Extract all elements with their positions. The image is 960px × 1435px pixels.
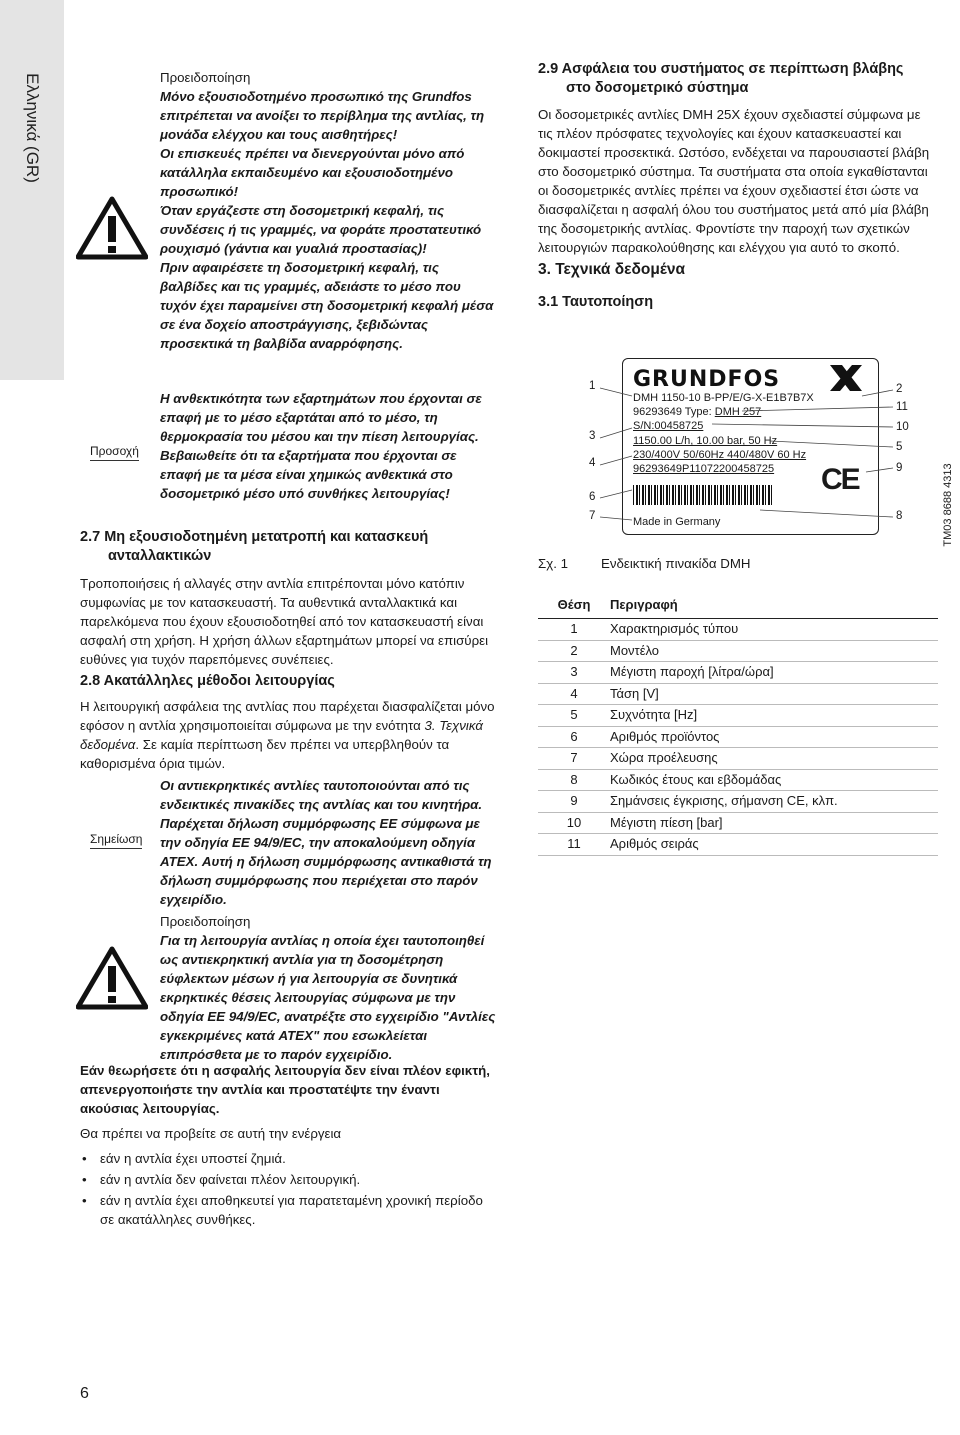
note-text: Οι αντιεκρηκτικές αντλίες ταυτοποιούνται από τις ενδεικτικές πινακίδες της αντλίας και του κινητήρα. Παρέχεται δήλωση συμμόρφωσης ΕΕ σύμφωνα με την οδηγία ΕΕ 94/9/EC, την αποκαλούμενη οδηγία ATEX. Αυτή η δήλωση συμμόρφωσης αντικαθιστά τη δήλωση συμμόρφωσης που περιέχεται στο παρόν εγχειρίδιο.: [160, 778, 492, 907]
table-row: 3 Μέγιστη παροχή [λίτρα/ώρα]: [538, 662, 938, 684]
serial-number: S/N:00458725: [633, 420, 704, 432]
callout-label: 9: [896, 462, 903, 474]
language-label: Ελληνικά (GR): [23, 73, 42, 183]
list-item: • εάν η αντλία έχει υποστεί ζημιά.: [80, 1149, 498, 1168]
note-label: Σημείωση: [90, 832, 142, 849]
table-row: 6 Αριθμός προϊόντος: [538, 726, 938, 748]
callout-label: 1: [589, 380, 596, 392]
table-row: 11 Αριθμός σειράς: [538, 834, 938, 856]
section-ref: 3. Τεχνικά δεδομένα: [80, 718, 483, 752]
legend-table: [538, 593, 938, 856]
column-header: Θέση: [538, 593, 610, 619]
bullet-intro: Θα πρέπει να προβείτε σε αυτή την ενέργεια: [80, 1126, 342, 1141]
table-row: 2 Μοντέλο: [538, 640, 938, 662]
voltage-line: 230/400V 50/60Hz 440/480V 60 Hz: [633, 449, 807, 461]
table-row: 7 Χώρα προέλευσης: [538, 748, 938, 770]
warning-title: Προειδοποίηση: [160, 914, 251, 929]
table-row: 9 Σημάνσεις έγκρισης, σήμανση CE, κλπ.: [538, 791, 938, 813]
warning-text: Πριν αφαιρέσετε τη δοσομετρική κεφαλή, τις βαλβίδες και τις γραμμές, αδειάστε το μέσο που τυχόν έχει παραμείνει στη δοσομετρική κεφαλή μέσα σε ένα δοχείο αποστράγγισης, ξεβιδώντας προσεκτικά τη βαλβίδα αναρρόφησης.: [160, 260, 494, 351]
origin-line: Made in Germany: [633, 516, 721, 528]
figure-caption: Ενδεικτική πινακίδα DMH: [601, 556, 751, 571]
table-row: 8 Κωδικός έτους και εβδομάδας: [538, 769, 938, 791]
section-heading-cont: στο δοσομετρικό σύστημα: [566, 80, 749, 96]
bold-paragraph: Εάν θεωρήσετε ότι η ασφαλής λειτουργία δεν είναι πλέον εφικτή, απενεργοποιήστε την αντλία και προστατέψτε την έναντι ακούσιας λειτουργίας.: [80, 1063, 490, 1116]
section-heading: 3.1 Ταυτοποίηση: [538, 294, 654, 310]
model-line: 96293649 Type: DMH 257: [633, 406, 762, 418]
list-item: • εάν η αντλία έχει αποθηκευτεί για παρατεταμένη χρονική περίοδο σε ακατάλληλες συνθήκες.: [80, 1191, 498, 1229]
figure-number: Σχ. 1: [538, 556, 568, 571]
callout-label: 10: [896, 421, 909, 433]
table-row: 4 Τάση [V]: [538, 683, 938, 705]
table-row: 5 Συχνότητα [Hz]: [538, 705, 938, 727]
table-row: 10 Μέγιστη πίεση [bar]: [538, 812, 938, 834]
type-designation: DMH 1150-10 B-PP/E/G-X-E1B7B7X: [633, 392, 814, 404]
section-body: Τροποποιήσεις ή αλλαγές στην αντλία επιτρέπονται μόνο κατόπιν συμφωνίας με τον κατασκευαστή. Τα αυθεντικά ανταλλακτικά και παρελκόμενα που έχουν εξουσιοδοτηθεί από τον κατασκευαστή είναι ασφαλή στη χρήση. Η χρήση άλλων εξαρτημάτων μπορεί να επισύρει ευθύνες για τυχόν παρεπόμενες συνέπειες.: [80, 576, 489, 667]
list-item: • εάν η αντλία δεν φαίνεται πλέον λειτουργική.: [80, 1170, 498, 1189]
warning-title: Προειδοποίηση: [160, 70, 251, 85]
page-number: 6: [80, 1385, 89, 1402]
drawing-code: TM03 8688 4313: [942, 463, 954, 547]
callout-label: 3: [589, 430, 596, 442]
table-header-row: [538, 593, 938, 619]
section-heading: 2.8 Ακατάλληλες μέθοδοι λειτουργίας: [80, 673, 335, 689]
grundfos-logo: GRUNDFOS: [633, 367, 781, 392]
table-row: 1 Χαρακτηρισμός τύπου: [538, 619, 938, 641]
callout-label: 2: [896, 383, 903, 395]
caution-label: Προσοχή: [90, 444, 139, 461]
callout-label: 8: [896, 510, 903, 522]
flow-line: 1150.00 L/h, 10.00 bar, 50 Hz: [633, 435, 778, 447]
callout-label: 6: [589, 491, 596, 503]
callout-label: 4: [589, 457, 596, 469]
section-body: Η λειτουργική ασφάλεια της αντλίας που παρέχεται διασφαλίζεται μόνο εφόσον η αντλία χρησιμοποιείται σύμφωνα με την ενότητα 3. Τεχνικά δεδομένα. Σε καμία περίπτωση δεν πρέπει να υπερβληθούν τα καθορισμένα όρια τιμών.: [80, 699, 495, 771]
warning-text: Οι επισκευές πρέπει να διενεργούνται μόνο από κατάλληλα εκπαιδευμένο και εξουσιοδοτημένο προσωπικό!: [160, 146, 465, 199]
warning-text: Μόνο εξουσιοδοτημένο προσωπικό της Grundfos επιτρέπεται να ανοίξει το περίβλημα της αντλίας, τη μονάδα ελέγχου και τους αισθητήρες!: [160, 89, 485, 142]
column-header: Περιγραφή: [610, 593, 938, 619]
callout-label: 11: [896, 401, 908, 413]
section-heading: 2.7 Μη εξουσιοδοτημένη μετατροπή και κατασκευή: [80, 529, 429, 545]
warning-text: Για τη λειτουργία αντλίας η οποία έχει ταυτοποιηθεί ως αντιεκρηκτική αντλία για τη δοσομέτρηση εύφλεκτων μέσων ή για λειτουργία σε δυνητικά εκρηκτικές θέσεις λειτουργίας σύμφωνα με την οδηγία ΕΕ 94/9/EC, ανατρέξτε στο εγχειρίδιο "Αντλίες εγκεκριμένες κατά ATEX" που εσωκλείεται επιπρόσθετα με το παρόν εγχειρίδιο.: [160, 933, 496, 1062]
section-heading: 3. Τεχνικά δεδομένα: [538, 261, 685, 278]
section-body: Οι δοσομετρικές αντλίες DMH 25X έχουν σχεδιαστεί σύμφωνα με τις πλέον πρόσφατες τεχνολογίες και έχουν κατασκευαστεί και δοκιμαστεί προσεκτικά. Ωστόσο, ενδέχεται να παρουσιαστεί βλάβη στο δοσομετρικό σύστημα. Τα συστήματα στα οποία εγκαθίστανται οι δοσομετρικές αντλίες πρέπει να έχουν σχεδιαστεί έτσι ώστε να διασφαλίζεται η ασφαλή όλου του συστήματος μετά από μία βλάβη της δοσομετρικής αντλίας. Φροντίστε την παροχή των σχετικών λειτουργιών παρακολούθησης και ελέγχου για αυτό το σκοπό.: [538, 107, 930, 255]
section-heading: 2.9 Ασφάλεια του συστήματος σε περίπτωση βλάβης: [538, 61, 904, 77]
callout-label: 7: [589, 510, 596, 522]
product-code-line: 96293649P11072200458725: [633, 463, 775, 475]
warning-text: Όταν εργάζεστε στη δοσομετρική κεφαλή, τις συνδέσεις ή τις γραμμές, να φοράτε προστατευτικό ρουχισμό (γάντια και γυαλιά προστασίας)!: [160, 203, 482, 256]
callout-label: 5: [896, 441, 903, 453]
ce-mark: CE: [821, 463, 859, 496]
caution-text: Η ανθεκτικότητα των εξαρτημάτων που έρχονται σε επαφή με το μέσο εξαρτάται από το μέσο, τη θερμοκρασία του μέσου και την πίεση λειτουργίας. Βεβαιωθείτε ότι τα εξαρτήματα που έρχονται σε επαφή με τα μέσα είναι χημικώς ανθεκτικά στο δοσομετρικό μέσο υπό συνθήκες λειτουργίας!: [160, 391, 482, 501]
section-heading-cont: ανταλλακτικών: [108, 548, 212, 564]
